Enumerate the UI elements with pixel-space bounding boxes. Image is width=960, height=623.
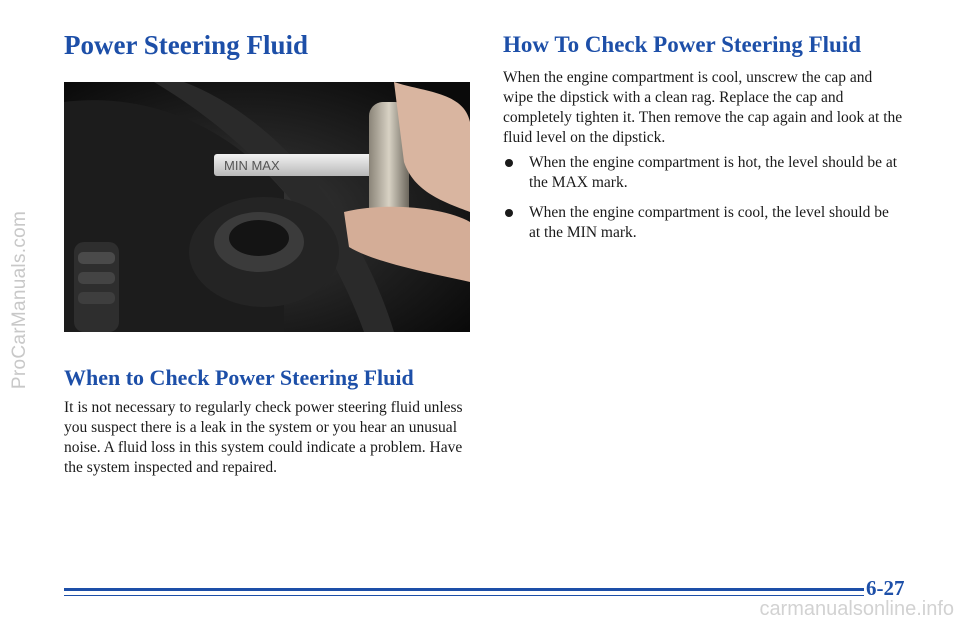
subheading-when-to-check: When to Check Power Steering Fluid: [64, 365, 414, 390]
when-to-check-paragraph: It is not necessary to regularly check power steering fluid unless you suspect there is a leak in the system or you hear an unusual noise. A fluid loss in this system could indicate a problem. Have the system inspected and repaired.: [64, 399, 463, 476]
side-watermark-text: ProCarManuals.com: [9, 210, 30, 390]
footer-rule-thin: [64, 595, 864, 596]
bullet-hot-level: [503, 153, 903, 193]
bullet-cool-text: When the engine compartment is cool, the level should be at the MIN mark.: [529, 204, 889, 241]
side-watermark: [0, 0, 38, 623]
section-title-power-steering-fluid: Power Steering Fluid: [64, 30, 308, 60]
how-to-check-paragraph: When the engine compartment is cool, unscrew the cap and wipe the dipstick with a clean rag. Replace the cap and completely tighten it. Then remove the cap again and look at the fluid level on the dipstick.: [503, 69, 903, 146]
bottom-watermark: carmanualsonline.info: [759, 598, 954, 620]
section-title-how-to-check: How To Check Power Steering Fluid: [503, 32, 862, 57]
fluid-level-bullet-list: [503, 153, 903, 253]
bullet-dot-icon: [505, 159, 513, 167]
dipstick-photo: [64, 82, 470, 332]
bullet-cool-level: [503, 203, 903, 243]
page-number: 6-27: [866, 576, 905, 600]
bullet-dot-icon: [505, 209, 513, 217]
footer-rule: [64, 588, 864, 591]
dipstick-photo-illustration: [64, 82, 470, 332]
dipstick-label: MIN MAX: [224, 158, 280, 173]
bullet-hot-text: When the engine compartment is hot, the level should be at the MAX mark.: [529, 154, 898, 191]
